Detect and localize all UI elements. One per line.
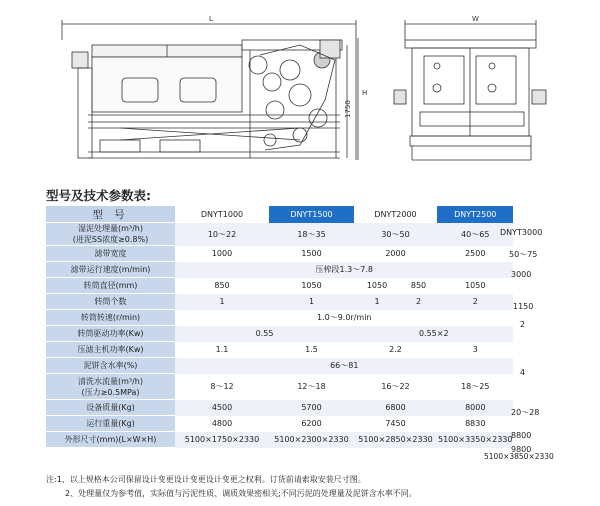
cell: 40～65 xyxy=(437,223,513,246)
table-row xyxy=(46,432,513,448)
cell: 10～22 xyxy=(175,223,269,246)
row-label-sub: (压力≥0.5MPa) xyxy=(81,387,140,397)
table-row xyxy=(46,223,513,246)
model-header: DNYT1500 xyxy=(269,206,354,223)
table-row xyxy=(46,326,513,342)
row-label: 滤带运行速度(m/min) xyxy=(46,262,175,278)
row-label: 设备质量(Kg) xyxy=(46,400,175,416)
cell: 12～18 xyxy=(269,374,354,400)
dim-W: W xyxy=(472,15,479,23)
row-label: 转筒转速(r/min) xyxy=(46,310,175,326)
cell: 6800 xyxy=(354,400,437,416)
cell-3000: 3000 xyxy=(511,270,532,279)
row-label xyxy=(46,374,175,400)
cell: 1000 xyxy=(175,246,269,262)
spec-table xyxy=(46,206,513,448)
cell: 0.55×2 xyxy=(354,326,513,342)
cell: 8～12 xyxy=(175,374,269,400)
cell: 1 xyxy=(175,294,269,310)
cell: 4800 xyxy=(175,416,269,432)
table-row xyxy=(46,294,513,310)
cell: 5100×2850×2330 xyxy=(354,432,437,448)
cell: 1050 xyxy=(437,278,513,294)
cell: 0.55 xyxy=(175,326,354,342)
dim-L: L xyxy=(209,15,213,23)
cell: 5100×3350×2330 xyxy=(437,432,513,448)
table-row xyxy=(46,262,513,278)
cell: 1500 xyxy=(269,246,354,262)
cell-3000: 20～28 xyxy=(511,408,540,417)
row-label: 压滤主机功率(Kw) xyxy=(46,342,175,358)
cell: 8830 xyxy=(437,416,513,432)
cell: 1.1 xyxy=(175,342,269,358)
cell: 1.5 xyxy=(269,342,354,358)
section-title: 型号及技术参数表: xyxy=(46,188,151,203)
cell: 3 xyxy=(437,342,513,358)
cell: 7450 xyxy=(354,416,437,432)
row-label xyxy=(46,223,175,246)
cell: 18～35 xyxy=(269,223,354,246)
row-label-main: 湿泥处理量(m³/h) xyxy=(77,224,143,233)
cell: 2500 xyxy=(437,246,513,262)
table-row xyxy=(46,342,513,358)
model-header-dnyt3000: DNYT3000 xyxy=(500,228,543,237)
cell: 30～50 xyxy=(354,223,437,246)
cell: 5100×2300×2330 xyxy=(269,432,354,448)
cell: 850 xyxy=(175,278,269,294)
cell: 2000 xyxy=(354,246,437,262)
table-row xyxy=(46,278,513,294)
table-row xyxy=(46,246,513,262)
cell: 850 xyxy=(400,278,437,294)
row-label: 外形尺寸(mm)(L×W×H) xyxy=(46,432,175,448)
note-1: 注:1、以上规格本公司保留设计变更设计变更设计变更之权利。订货前请索取安装尺寸图。 xyxy=(46,475,366,484)
cell: 5100×1750×2330 xyxy=(175,432,269,448)
dim-H: H xyxy=(362,89,368,97)
table-row xyxy=(46,416,513,432)
row-label: 转筒驱动功率(Kw) xyxy=(46,326,175,342)
cell: 16～22 xyxy=(354,374,437,400)
row-label-sub: (进泥SS浓度≥0.8%) xyxy=(72,235,149,244)
table-row xyxy=(46,310,513,326)
cell-merged: 1.0～9.0r/min xyxy=(175,310,513,326)
cell-3000: 50～75 xyxy=(509,250,538,259)
cell: 4500 xyxy=(175,400,269,416)
cell: 2.2 xyxy=(354,342,437,358)
cell-3000: 5100×3850×2330 xyxy=(484,452,554,461)
table-row xyxy=(46,400,513,416)
cell: 6200 xyxy=(269,416,354,432)
table-row xyxy=(46,358,513,374)
header-label: 型 号 xyxy=(46,206,175,223)
cell: 18～25 xyxy=(437,374,513,400)
note-2: 2、处理量仅为参考值，实际值与污泥性质、调质效果密相关;不同污泥的处理量及泥饼含水率不同。 xyxy=(65,489,417,498)
cell: 2 xyxy=(400,294,437,310)
model-header: DNYT2500 xyxy=(437,206,513,223)
model-header: DNYT1000 xyxy=(175,206,269,223)
table-row xyxy=(46,374,513,400)
cell: 1 xyxy=(354,294,400,310)
row-label: 转筒个数 xyxy=(46,294,175,310)
cell: 1 xyxy=(269,294,354,310)
cell: 2 xyxy=(437,294,513,310)
cell-3000: 1150 xyxy=(513,302,534,311)
cell-3000: 2 xyxy=(520,320,526,329)
row-label: 转筒直径(mm) xyxy=(46,278,175,294)
machine-drawing xyxy=(0,0,600,180)
row-label: 泥饼含水率(%) xyxy=(46,358,175,374)
cell-merged: 压榨段1.3～7.8 xyxy=(175,262,513,278)
cell: 1050 xyxy=(354,278,400,294)
table-row-header xyxy=(46,206,513,223)
row-label: 运行重量(Kg) xyxy=(46,416,175,432)
cell-merged: 66～81 xyxy=(175,358,513,374)
cell: 1050 xyxy=(269,278,354,294)
cell: 5700 xyxy=(269,400,354,416)
row-label: 滤带宽度 xyxy=(46,246,175,262)
cell-3000: 8800 xyxy=(511,431,532,440)
model-header: DNYT2000 xyxy=(354,206,437,223)
cell: 8000 xyxy=(437,400,513,416)
row-label-main: 清洗水流量(m³/h) xyxy=(77,376,143,386)
dim-1750: 1750 xyxy=(344,100,352,118)
cell-3000: 9800 xyxy=(511,445,532,454)
cell-3000: 4 xyxy=(520,368,526,377)
